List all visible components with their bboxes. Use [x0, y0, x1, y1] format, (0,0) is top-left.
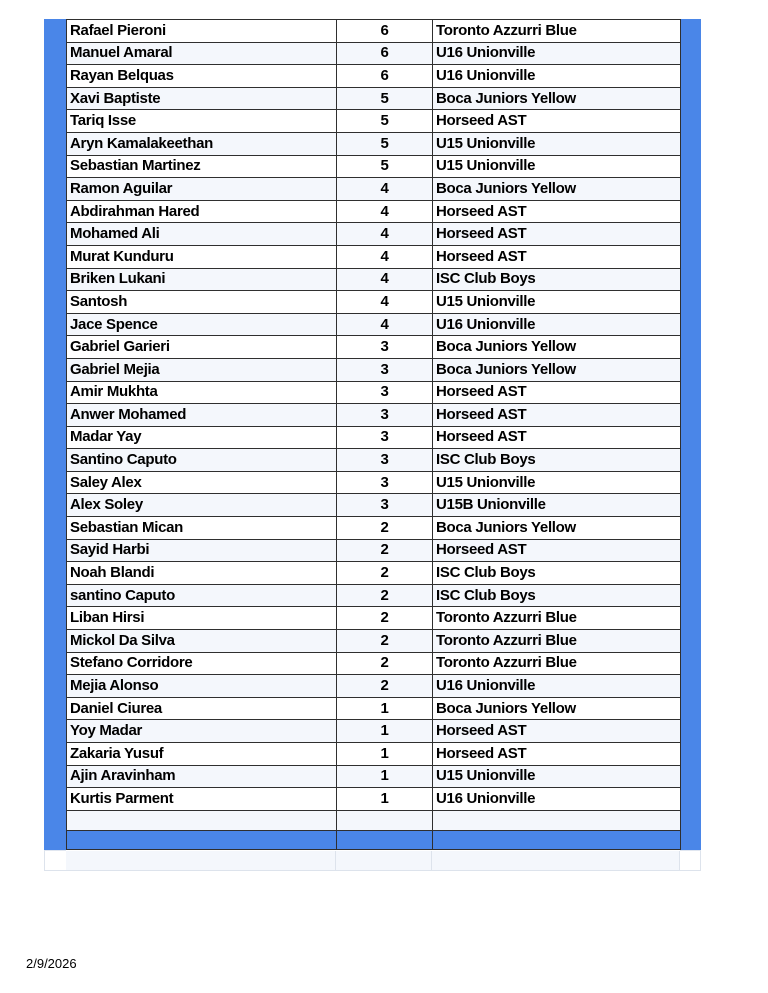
player-name-cell[interactable]: Tariq Isse: [67, 110, 337, 133]
table-row: [67, 132, 681, 155]
player-name-cell[interactable]: Sebastian Mican: [67, 517, 337, 540]
table-row: [67, 381, 681, 404]
team-cell[interactable]: Horseed AST: [433, 539, 681, 562]
player-name-cell[interactable]: Ajin Aravinham: [67, 765, 337, 788]
goals-cell[interactable]: 2: [337, 539, 433, 562]
player-name-cell[interactable]: Saley Alex: [67, 471, 337, 494]
table-row: [67, 404, 681, 427]
goals-cell[interactable]: 4: [337, 245, 433, 268]
empty-cell[interactable]: [67, 810, 337, 830]
goals-cell[interactable]: 6: [337, 42, 433, 65]
goals-cell[interactable]: 6: [337, 20, 433, 43]
table-row: [67, 245, 681, 268]
goals-cell[interactable]: 3: [337, 449, 433, 472]
player-name-cell[interactable]: Ramon Aguilar: [67, 178, 337, 201]
team-cell[interactable]: Boca Juniors Yellow: [433, 697, 681, 720]
player-name-cell[interactable]: Mickol Da Silva: [67, 630, 337, 653]
empty-cell: [66, 851, 336, 870]
empty-cell[interactable]: [337, 810, 433, 830]
table-row: [67, 426, 681, 449]
empty-cell: [432, 851, 680, 870]
player-name-cell[interactable]: Daniel Ciurea: [67, 697, 337, 720]
goals-cell[interactable]: 2: [337, 607, 433, 630]
player-name-cell[interactable]: Sayid Harbi: [67, 539, 337, 562]
table-row: [67, 562, 681, 585]
team-cell[interactable]: Boca Juniors Yellow: [433, 178, 681, 201]
right-blue-band: [680, 19, 701, 850]
goals-cell[interactable]: 2: [337, 562, 433, 585]
empty-cell: [336, 851, 432, 870]
team-cell[interactable]: ISC Club Boys: [433, 268, 681, 291]
player-name-cell[interactable]: Rayan Belquas: [67, 65, 337, 88]
player-name-cell[interactable]: Anwer Mohamed: [67, 404, 337, 427]
goals-cell[interactable]: 3: [337, 381, 433, 404]
player-name-cell[interactable]: Madar Yay: [67, 426, 337, 449]
team-cell[interactable]: U16 Unionville: [433, 675, 681, 698]
left-empty-cell: [44, 850, 66, 871]
goals-cell[interactable]: 2: [337, 517, 433, 540]
player-name-cell[interactable]: Sebastian Martinez: [67, 155, 337, 178]
goals-cell[interactable]: 4: [337, 313, 433, 336]
team-cell[interactable]: Boca Juniors Yellow: [433, 517, 681, 540]
team-cell[interactable]: Boca Juniors Yellow: [433, 358, 681, 381]
table-row: [67, 42, 681, 65]
player-name-cell[interactable]: Mejia Alonso: [67, 675, 337, 698]
table-row: [67, 697, 681, 720]
player-name-cell[interactable]: Amir Mukhta: [67, 381, 337, 404]
player-name-cell[interactable]: Xavi Baptiste: [67, 87, 337, 110]
team-cell[interactable]: Toronto Azzurri Blue: [433, 20, 681, 43]
goals-cell[interactable]: 1: [337, 743, 433, 766]
team-cell[interactable]: Horseed AST: [433, 404, 681, 427]
goals-cell[interactable]: 3: [337, 404, 433, 427]
team-cell[interactable]: U15 Unionville: [433, 471, 681, 494]
player-name-cell[interactable]: Manuel Amaral: [67, 42, 337, 65]
left-blue-band: [44, 19, 66, 850]
goals-cell[interactable]: 3: [337, 426, 433, 449]
table-row: [67, 110, 681, 133]
player-name-cell[interactable]: santino Caputo: [67, 584, 337, 607]
player-name-cell[interactable]: Gabriel Mejia: [67, 358, 337, 381]
table-row: [67, 155, 681, 178]
goals-cell[interactable]: 4: [337, 200, 433, 223]
table-row: [67, 788, 681, 811]
empty-bottom-row: [66, 851, 680, 871]
table-row: [67, 336, 681, 359]
goals-cell[interactable]: 5: [337, 110, 433, 133]
player-name-cell[interactable]: Liban Hirsi: [67, 607, 337, 630]
player-name-cell[interactable]: Noah Blandi: [67, 562, 337, 585]
goals-cell[interactable]: 4: [337, 223, 433, 246]
player-name-cell[interactable]: Zakaria Yusuf: [67, 743, 337, 766]
team-cell[interactable]: U15 Unionville: [433, 132, 681, 155]
table-row: [67, 313, 681, 336]
table-row: [67, 765, 681, 788]
team-cell[interactable]: Horseed AST: [433, 426, 681, 449]
team-cell[interactable]: U16 Unionville: [433, 65, 681, 88]
team-cell[interactable]: Toronto Azzurri Blue: [433, 607, 681, 630]
table-row: [67, 517, 681, 540]
team-cell[interactable]: ISC Club Boys: [433, 449, 681, 472]
team-cell[interactable]: U15 Unionville: [433, 291, 681, 314]
table-row: [67, 652, 681, 675]
goals-cell[interactable]: 2: [337, 584, 433, 607]
goals-cell[interactable]: 1: [337, 788, 433, 811]
player-name-cell[interactable]: Abdirahman Hared: [67, 200, 337, 223]
goals-cell[interactable]: 3: [337, 358, 433, 381]
table-row: [67, 584, 681, 607]
goals-cell[interactable]: 3: [337, 494, 433, 517]
team-cell[interactable]: Horseed AST: [433, 223, 681, 246]
team-cell[interactable]: Horseed AST: [433, 743, 681, 766]
team-cell[interactable]: ISC Club Boys: [433, 584, 681, 607]
table-row: [67, 358, 681, 381]
team-cell[interactable]: U15B Unionville: [433, 494, 681, 517]
empty-row: [67, 810, 681, 830]
scorers-table: [66, 19, 681, 850]
team-cell[interactable]: U15 Unionville: [433, 155, 681, 178]
team-cell[interactable]: U15 Unionville: [433, 765, 681, 788]
team-cell[interactable]: ISC Club Boys: [433, 562, 681, 585]
goals-cell[interactable]: 2: [337, 675, 433, 698]
team-cell[interactable]: Horseed AST: [433, 200, 681, 223]
player-name-cell[interactable]: Jace Spence: [67, 313, 337, 336]
goals-cell[interactable]: 1: [337, 765, 433, 788]
blue-band-cell: [67, 830, 337, 849]
table-row: [67, 720, 681, 743]
player-name-cell[interactable]: Santino Caputo: [67, 449, 337, 472]
table-row: [67, 494, 681, 517]
team-cell[interactable]: Horseed AST: [433, 720, 681, 743]
team-cell[interactable]: Horseed AST: [433, 245, 681, 268]
table-row: [67, 607, 681, 630]
player-name-cell[interactable]: Yoy Madar: [67, 720, 337, 743]
goals-cell[interactable]: 5: [337, 87, 433, 110]
goals-cell[interactable]: 2: [337, 630, 433, 653]
goals-cell[interactable]: 4: [337, 178, 433, 201]
player-name-cell[interactable]: Alex Soley: [67, 494, 337, 517]
table-row: [67, 291, 681, 314]
team-cell[interactable]: Boca Juniors Yellow: [433, 336, 681, 359]
player-name-cell[interactable]: Rafael Pieroni: [67, 20, 337, 43]
player-name-cell[interactable]: Gabriel Garieri: [67, 336, 337, 359]
goals-cell[interactable]: 4: [337, 291, 433, 314]
table-row: [67, 223, 681, 246]
team-cell[interactable]: Toronto Azzurri Blue: [433, 652, 681, 675]
team-cell[interactable]: U16 Unionville: [433, 313, 681, 336]
goals-cell[interactable]: 5: [337, 155, 433, 178]
right-empty-cell: [680, 850, 701, 871]
player-name-cell[interactable]: Mohamed Ali: [67, 223, 337, 246]
table-row: [67, 471, 681, 494]
table-row: [67, 449, 681, 472]
player-name-cell[interactable]: Aryn Kamalakeethan: [67, 132, 337, 155]
table-row: [67, 630, 681, 653]
team-cell[interactable]: Horseed AST: [433, 110, 681, 133]
table-row: [67, 65, 681, 88]
team-cell[interactable]: Horseed AST: [433, 381, 681, 404]
team-cell[interactable]: U16 Unionville: [433, 788, 681, 811]
goals-cell[interactable]: 6: [337, 65, 433, 88]
table-row: [67, 539, 681, 562]
table-row: [67, 87, 681, 110]
goals-cell[interactable]: 1: [337, 720, 433, 743]
table-row: [67, 268, 681, 291]
player-name-cell[interactable]: Kurtis Parment: [67, 788, 337, 811]
table-row: [67, 178, 681, 201]
goals-cell[interactable]: 4: [337, 268, 433, 291]
scorers-table-body: [67, 20, 681, 850]
empty-cell[interactable]: [433, 810, 681, 830]
goals-cell[interactable]: 3: [337, 336, 433, 359]
goals-cell[interactable]: 3: [337, 471, 433, 494]
table-row: [67, 743, 681, 766]
goals-cell[interactable]: 2: [337, 652, 433, 675]
player-name-cell[interactable]: Murat Kunduru: [67, 245, 337, 268]
player-name-cell[interactable]: Santosh: [67, 291, 337, 314]
blue-band-cell: [337, 830, 433, 849]
goals-cell[interactable]: 1: [337, 697, 433, 720]
print-date: 2/9/2026: [26, 956, 77, 971]
team-cell[interactable]: U16 Unionville: [433, 42, 681, 65]
table-row: [67, 200, 681, 223]
blue-band-row: [67, 830, 681, 849]
player-name-cell[interactable]: Stefano Corridore: [67, 652, 337, 675]
goals-cell[interactable]: 5: [337, 132, 433, 155]
table-row: [67, 20, 681, 43]
player-name-cell[interactable]: Briken Lukani: [67, 268, 337, 291]
table-row: [67, 675, 681, 698]
blue-band-cell: [433, 830, 681, 849]
team-cell[interactable]: Boca Juniors Yellow: [433, 87, 681, 110]
team-cell[interactable]: Toronto Azzurri Blue: [433, 630, 681, 653]
